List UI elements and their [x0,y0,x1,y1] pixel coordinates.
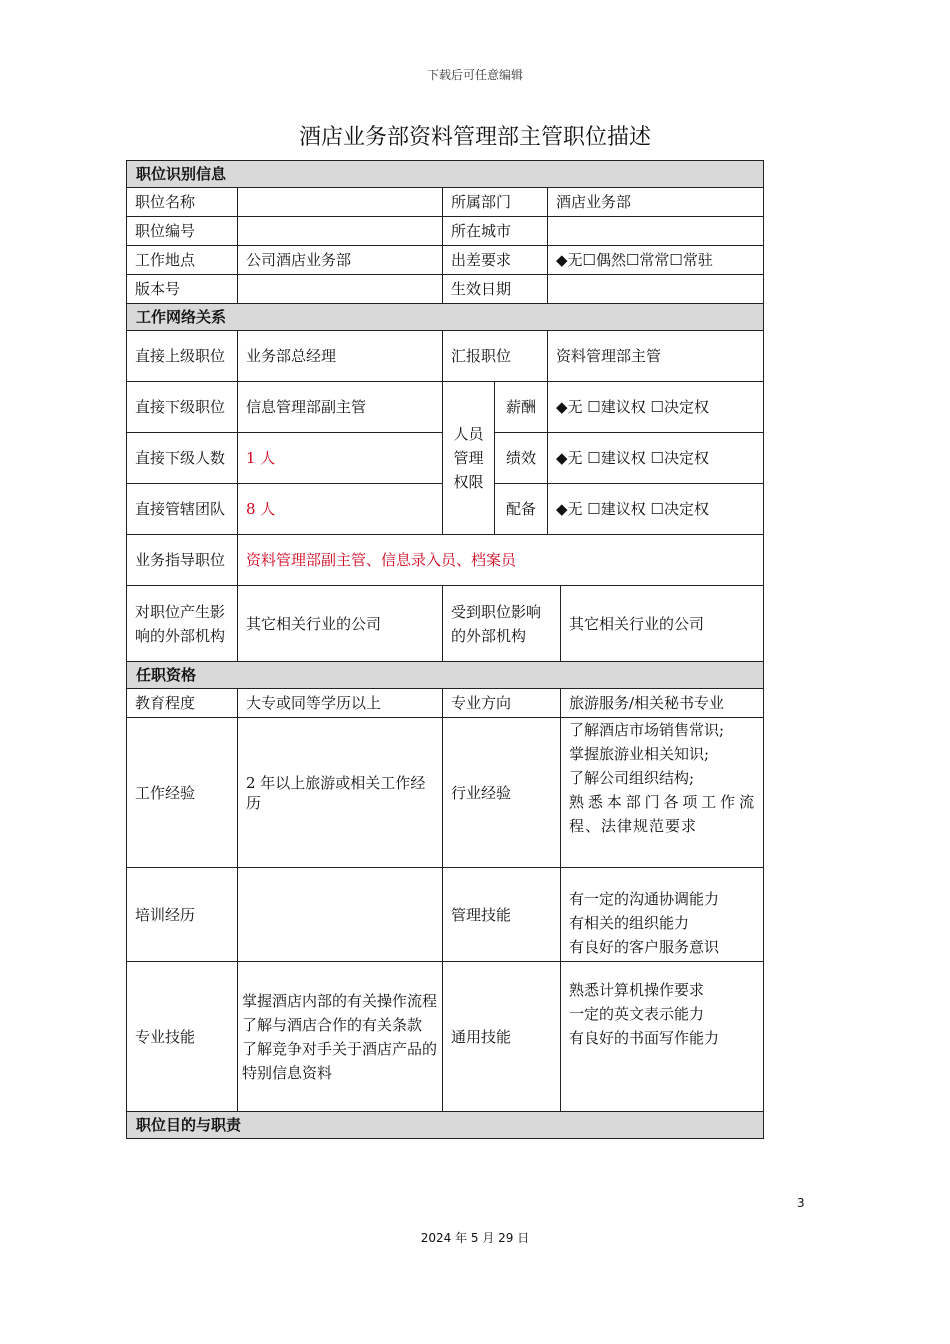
label-personnel-authority: 人员管理权限 [443,382,495,535]
value-salary: ◆无 ☐建议权 ☐决定权 [548,382,764,433]
label-major: 专业方向 [443,689,561,718]
label-city: 所在城市 [443,217,548,246]
general-skill-line: 一定的英文表示能力 [569,1005,705,1023]
label-salary: 薪酬 [495,382,548,433]
general-skill-line: 熟悉计算机操作要求 [569,981,705,999]
label-direct-team: 直接管辖团队 [127,484,238,535]
value-travel: ◆无☐偶然☐常常☐常驻 [548,246,764,275]
label-education: 教育程度 [127,689,238,718]
value-direct-subordinate: 信息管理部副主管 [238,382,443,433]
section-network: 工作网络关系 [127,304,764,331]
mgmt-skill-line: 有良好的客户服务意识 [569,938,720,956]
section-identification: 职位识别信息 [127,161,764,188]
label-report-position: 汇报职位 [443,331,548,382]
mgmt-skill-line: 有相关的组织能力 [569,914,690,932]
document-title: 酒店业务部资料管理部主管职位描述 [298,125,651,150]
label-effective-date: 生效日期 [443,275,548,304]
label-professional-skills: 专业技能 [127,962,238,1112]
label-version: 版本号 [127,275,238,304]
label-direct-subordinate: 直接下级职位 [127,382,238,433]
value-city [548,217,764,246]
page-number: 3 [797,1196,805,1210]
value-department: 酒店业务部 [548,188,764,217]
value-performance: ◆无 ☐建议权 ☐决定权 [548,433,764,484]
label-general-skills: 通用技能 [443,962,561,1112]
label-business-guidance: 业务指导职位 [127,535,238,586]
value-external-influence: 其它相关行业的公司 [238,586,443,662]
mgmt-skill-line: 有一定的沟通协调能力 [569,890,720,908]
value-industry-experience [561,718,764,868]
label-department: 所属部门 [443,188,548,217]
industry-exp-line: 了解酒店市场销售常识; [569,721,725,739]
label-external-affected: 受到职位影响的外部机构 [443,586,561,662]
value-direct-team: 8 人 [238,484,443,535]
industry-exp-line: 熟悉本部门各项工作流程、法律规范要求 [569,793,756,835]
value-external-affected: 其它相关行业的公司 [561,586,764,662]
label-work-location: 工作地点 [127,246,238,275]
label-travel: 出差要求 [443,246,548,275]
value-major: 旅游服务/相关秘书专业 [561,689,764,718]
industry-exp-line: 了解公司组织结构; [569,769,695,787]
pro-skill-line: 掌握酒店内部的有关操作流程 [242,991,438,1010]
value-effective-date [548,275,764,304]
label-position-number: 职位编号 [127,217,238,246]
label-external-influence: 对职位产生影响的外部机构 [127,586,238,662]
label-position-name: 职位名称 [127,188,238,217]
value-staffing: ◆无 ☐建议权 ☐决定权 [548,484,764,535]
label-training: 培训经历 [127,868,238,962]
value-subordinate-count: 1 人 [238,433,443,484]
job-description-table [126,160,764,1139]
value-position-number [238,217,443,246]
value-general-skills [561,962,764,1112]
pro-skill-line: 了解与酒店合作的有关条款 [242,1015,423,1034]
value-position-name [238,188,443,217]
label-work-experience: 工作经验 [127,718,238,868]
value-work-location: 公司酒店业务部 [238,246,443,275]
label-direct-superior: 直接上级职位 [127,331,238,382]
value-direct-superior: 业务部总经理 [238,331,443,382]
general-skill-line: 有良好的书面写作能力 [569,1029,720,1047]
section-purpose-duties: 职位目的与职责 [127,1112,764,1139]
section-qualification: 任职资格 [127,662,764,689]
value-education: 大专或同等学历以上 [238,689,443,718]
value-professional-skills [238,962,443,1112]
label-subordinate-count: 直接下级人数 [127,433,238,484]
label-industry-experience: 行业经验 [443,718,561,868]
value-version [238,275,443,304]
value-business-guidance: 资料管理部副主管、信息录入员、档案员 [238,535,764,586]
value-report-position: 资料管理部主管 [548,331,764,382]
label-staffing: 配备 [495,484,548,535]
value-work-experience: 2 年以上旅游或相关工作经历 [238,718,443,868]
industry-exp-line: 掌握旅游业相关知识; [569,745,710,763]
label-performance: 绩效 [495,433,548,484]
footer-date: 2024 年 5 月 29 日 [420,1231,530,1245]
value-management-skills [561,868,764,962]
value-training [238,868,443,962]
label-management-skills: 管理技能 [443,868,561,962]
pro-skill-line: 了解竞争对手关于酒店产品的特别信息资料 [242,1039,438,1082]
header-note: 下载后可任意编辑 [426,68,523,82]
